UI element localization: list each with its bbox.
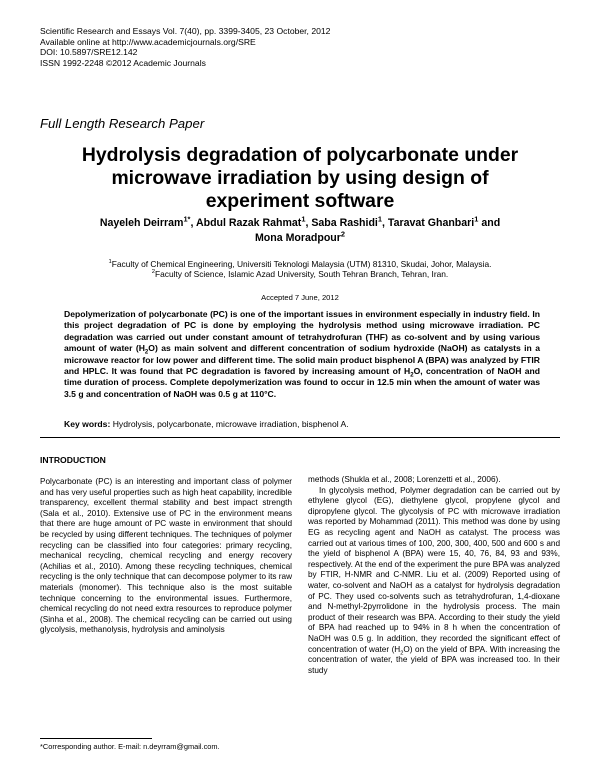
author-name: Saba Rashidi [311, 217, 378, 229]
body-column-left [40, 477, 292, 636]
affiliations [50, 259, 550, 280]
section-heading: INTRODUCTION [40, 455, 106, 465]
paper-title: Hydrolysis degradation of polycarbonate under microwave irradiation by using design of experiment software [81, 144, 519, 212]
affiliation-1 [50, 259, 550, 269]
paragraph-text: In glycolysis method, Polymer degradation can be carried out by ethylene glycol (EG), diethylene glycol, propylene glycol and dipropylene glycol. The glycolysis of PC with microwave irradiation was reported by Mohammad (2011). This method was done by using EG as recycling agent and NaOH as catalyst. The process was carried out at various times of 100, 200, 300, 400, 500 and 600 s and the yield of bisphenol A (BPA) were 15, 40, 76, 84, 93 and 93%, respectively. At the end of the experiment the pure BPA was analyzed by FTIR, H-NMR and C-NMR. Liu et al. (2009) Reported using of water, co-solvent and NaOH as a catalyst for hydrolysis degradation of PC. They used co-solvents such as tetrahydrofuran, 1,4-dioxane and N-methyl-2pyrrolidone in the hydrolysis process. The main product of their research was BPA. According to their study the yield of BPA had reached up to 94% in 8 h when the concentration of NaOH was 0.5 g. In addition, they recorded the significant effect of concentration of water (H [308, 485, 560, 654]
author-affil-mark: 1 [377, 214, 382, 224]
author-affil-mark: 1 [474, 214, 479, 224]
abstract-subscript: 2 [144, 349, 149, 356]
abstract-subscript: 2 [410, 372, 414, 379]
paragraph: methods (Shukla et al., 2008; Lorenzetti et al., 2006). [308, 475, 501, 484]
author-name: Mona Moradpour [254, 232, 341, 244]
affiliation-text: Faculty of Chemical Engineering, Universiti Teknologi Malaysia (UTM) 81310, Skudai, Johor, Malaysia. [111, 259, 492, 269]
author-affil-mark: 2 [340, 229, 346, 239]
abstract [64, 309, 540, 400]
journal-doi: DOI: 10.5897/SRE12.142 [40, 47, 138, 58]
author-list: Nayeleh Deirram$^{1*}$, Abdul Razak Rahmat$^1$, Saba Rashidi$^1$, Taravat Ghanbari$^1$ and Mona Moradpour$^2$ [99, 214, 501, 244]
keywords [64, 419, 540, 430]
paper-type: Full Length Research Paper [40, 116, 205, 131]
abstract-text: O) as main solvent and different concentration of sodium hydroxide (NaOH) as catalysts in a microwave reactor for low power and different time. The solid main product bisphenol A (BPA) was analyzed by FTIR and HPLC. It was found that PC degradation is favored by increasing amount of H [64, 343, 540, 377]
footnote-divider [40, 738, 152, 739]
keywords-label: Key words: [64, 419, 111, 429]
paragraph-text: O) on the yield of BPA. With increasing the concentration of water, the yield of BPA was increased too. In their study [308, 644, 560, 675]
abstract-text: Depolymerization of polycarbonate (PC) is one of the important issues in environment especially in industry field. In this project degradation of PC is done by employing the hydrolysis method using microwave irradiation. PC degradation was carried out under constant amount of tetrahydrofuran (THF) as co-solvent and by using various amount of water (H [64, 309, 540, 354]
journal-url[interactable]: Available online at http://www.academicjournals.org/SRE [40, 36, 256, 47]
body-column-right [308, 475, 560, 676]
paragraph-subscript: 2 [400, 650, 404, 657]
author-name: Taravat Ghanbari [387, 217, 475, 229]
journal-citation: Scientific Research and Essays Vol. 7(40), pp. 3399-3405, 23 October, 2012 [40, 26, 331, 36]
paragraph [308, 486, 560, 677]
journal-info [40, 26, 330, 68]
keywords-text: Hydrolysis, polycarbonate, microwave irradiation, bisphenol A. [112, 419, 349, 429]
corresponding-author-footnote: *Corresponding author. E-mail: n.deyrram@gmail.com. [40, 742, 220, 751]
paragraph: Polycarbonate (PC) is an interesting and important class of polymer and has very useful properties such as high heat capability, incredible transparency, excellent thermal stability and best impact strength (Sala et al., 2010). Extensive use of PC in the environment means that there are huge amount of PC waste in environment that should be recycled by using different techniques. The techniques of polymer recycling can be classified into four categories: primary recycling, mechanical recycling, chemical recycling and energy recovery (Achilias et al., 2010). Among these recycling techniques, chemical recycling is the only technique that can decompose polymer to its raw materials (monomer). This technique also is the most suitable technique concerning to the environmental issues. Furthermore, chemical recycling do not need extra resources to reproduce polymer (Sinha et al., 2008). The chemical recycling can be carried out using glycolysis, methanolysis, hydrolysis and aminolysis [40, 477, 292, 635]
affiliation-2 [50, 269, 550, 279]
author-conjunction: and [481, 217, 501, 229]
journal-issn: ISSN 1992-2248 ©2012 Academic Journals [40, 57, 206, 68]
author-affil-mark: 1* [183, 214, 191, 224]
affiliation-mark: 1 [108, 259, 112, 266]
affiliation-mark: 2 [151, 269, 155, 276]
accepted-date: Accepted 7 June, 2012 [261, 293, 339, 302]
affiliation-text: Faculty of Science, Islamic Azad University, South Tehran Branch, Tehran, Iran. [155, 269, 449, 280]
author-name: Nayeleh Deirram [99, 217, 184, 229]
section-divider [40, 437, 560, 438]
abstract-text: O, concentration of NaOH and time duration of process. Complete depolymerization was found to occur in 12.5 min when the amount of water was 3.5 g and concentration of NaOH was 0.5 g at 110°C. [64, 366, 541, 399]
author-affil-mark: 1 [301, 214, 306, 224]
author-name: Abdul Razak Rahmat [195, 217, 302, 229]
